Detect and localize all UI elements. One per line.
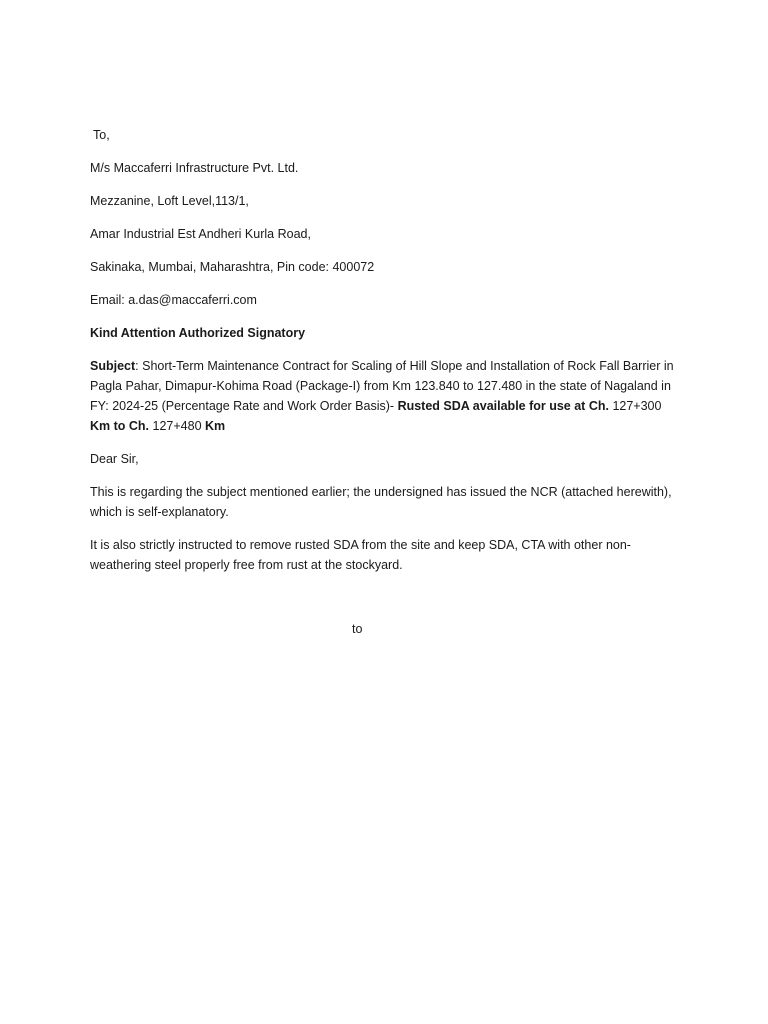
address-line-2: Amar Industrial Est Andheri Kurla Road, xyxy=(90,227,311,241)
subject-text: : Short-Term Maintenance Contract for Scaling of Hill Slope and Installation of Rock Fall Barrier in Pagla Pahar, Dimapur-Kohima Road (Package-I) from Km 123.840 to 127.480 in the state of Nagaland in FY: 2024-25 (Percentage Rate and Work Order Basis)- xyxy=(90,359,674,413)
greeting: Dear Sir, xyxy=(90,452,139,466)
address-line-3: Sakinaka, Mumbai, Maharashtra, Pin code: 400072 xyxy=(90,260,375,274)
subject-bold-3: Km xyxy=(205,419,226,433)
recipient-to: To, xyxy=(93,128,110,142)
attention-line: Kind Attention Authorized Signatory xyxy=(90,326,306,340)
address-line-1: Mezzanine, Loft Level,113/1, xyxy=(90,194,249,208)
subject-chainage-from: 127+300 xyxy=(608,399,662,413)
body-paragraph-2: It is also strictly instructed to remove rusted SDA from the site and keep SDA, CTA with other non-weathering steel properly free from rust at the stockyard. xyxy=(90,538,631,572)
letter-body xyxy=(90,125,682,588)
footer-to-text: to xyxy=(352,622,363,636)
subject-bold-1: Rusted SDA available for use at Ch. xyxy=(397,399,609,413)
subject-label: Subject xyxy=(90,359,136,373)
subject-bold-2: Km to Ch. xyxy=(90,419,150,433)
subject-paragraph xyxy=(90,356,682,436)
recipient-email: Email: a.das@maccaferri.com xyxy=(90,293,257,307)
recipient-company: M/s Maccaferri Infrastructure Pvt. Ltd. xyxy=(90,161,299,175)
subject-chainage-to: 127+480 xyxy=(149,419,205,433)
body-paragraph-1: This is regarding the subject mentioned earlier; the undersigned has issued the NCR (attached herewith), which is self-explanatory. xyxy=(90,485,672,519)
